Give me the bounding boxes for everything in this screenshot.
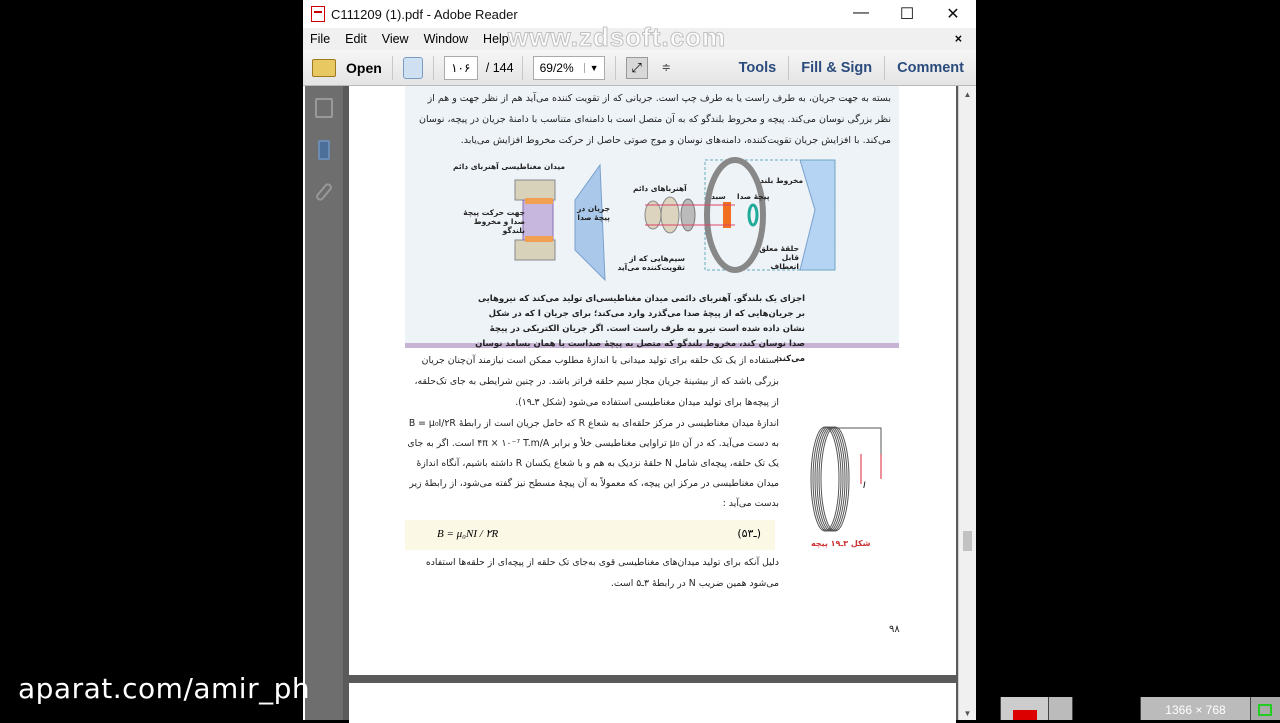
page-number-input[interactable]: ۱۰۶ (444, 56, 478, 80)
label-voice-coil: پیچهٔ صدا (737, 192, 770, 201)
menu-edit[interactable]: Edit (345, 32, 367, 46)
aparat-watermark: aparat.com/amir_ph (18, 672, 311, 705)
menu-file[interactable]: File (310, 32, 331, 46)
paragraph-4: دلیل آنکه برای تولید میدان‌های مغناطیسی قوی به‌جای تک حلقه از پیچه‌ای از حلقه‌ها استفاده می‌شود همین ضریب N در رابطهٔ ۳ـ۵ است. (425, 557, 779, 589)
region-icon[interactable] (1250, 697, 1280, 720)
equation-box (405, 520, 775, 550)
label-magnets: آهنرباهای دائم (633, 184, 687, 193)
watermark-text: www.zdsoft.com (508, 22, 727, 52)
adobe-reader-window (303, 0, 976, 720)
next-pdf-page (349, 683, 956, 723)
pdf-icon (311, 6, 325, 22)
coil-caption: شکل ۳ـ۱۹ پیچه (811, 539, 871, 548)
recorder-toolbar (1000, 697, 1280, 720)
menu-view[interactable]: View (381, 32, 409, 46)
menu-help[interactable]: Help (483, 32, 509, 46)
page-thumbnails-icon[interactable] (315, 98, 333, 118)
label-cone: مخروط بلند (760, 176, 804, 185)
label-field: میدان مغناطیسی آهنربای دائم (453, 162, 566, 171)
equation-number: (۵ـ۳) (737, 527, 761, 540)
timer-display (1072, 697, 1140, 720)
paragraph-3: اندازهٔ میدان مغناطیسی در مرکز حلقه‌ای به شعاع R که حامل جریان است از رابطهٔ B = μ₀I/۲R به دست می‌آید. که در آن μ₀ تراوایی مغناطیسی خلأ و برابر ۴π × ۱۰⁻⁷ T.m/A است. اگر به جای یک تک حلقه، پیچه‌ای شامل N حلقهٔ نزدیک به هم و با شعاع یکسان R داشته باشیم، آنگاه اندازهٔ میدان مغناطیسی در مرکز این پیچه، که معمولاً به آن پیچهٔ مسطح نیز گفته می‌شود، از رابطهٔ زیر بدست می‌آید : (407, 418, 779, 509)
zoom-value: 69/2% (539, 60, 574, 75)
close-document-button[interactable]: × (954, 32, 962, 46)
pdf-page (349, 86, 956, 675)
window-title: C111209 (1).pdf - Adobe Reader (331, 6, 518, 22)
zoom-select[interactable] (533, 56, 605, 80)
document-view (343, 86, 958, 720)
label-motion: جهت حرکت پیچهٔ صدا و مخروط بلندگو (463, 208, 525, 235)
record-stop-button[interactable] (1000, 697, 1048, 720)
coil-current-label: I (863, 480, 866, 490)
maximize-button[interactable]: ☐ (899, 6, 915, 23)
label-wires: سیم‌هایی که از تقویت‌کننده می‌آید (617, 254, 685, 272)
resolution-label: 1366 × 768 (1140, 697, 1250, 720)
page-number: ۹۸ (889, 624, 900, 635)
coil-figure (805, 424, 890, 539)
more-tools-icon[interactable]: ≑ (661, 62, 671, 74)
close-button[interactable]: ✕ (946, 6, 960, 23)
menu-bar (303, 22, 976, 52)
open-button[interactable]: Open (346, 59, 382, 76)
fill-sign-button[interactable]: Fill & Sign (801, 59, 873, 76)
bookmarks-icon[interactable] (318, 140, 330, 160)
equation: B = μ₀NI / ۲R (437, 528, 499, 540)
paragraph-1: بسته به جهت جریان، به طرف راست یا به طرف چپ است. جریانی که از تقویت کننده می‌آید هم از نظر جهت و هم از نظر بزرگی نوسان می‌کند. پیچه و مخروط بلندگو که به آن متصل است با دامنه‌ای متناسب با دامنهٔ جریان در پیچه، نوسان می‌کند. با افزایش جریان تقویت‌کننده، دامنه‌های نوسان و موج صوتی حاصل از حرکت مخروط افزایش می‌یابد. (419, 93, 891, 146)
scrollbar-thumb[interactable] (963, 531, 972, 551)
label-basket: سبد (711, 192, 726, 201)
navigation-pane (305, 86, 343, 720)
fullscreen-icon[interactable]: ⤢ (626, 57, 648, 79)
folder-icon[interactable] (312, 59, 336, 77)
attachments-icon[interactable] (315, 182, 334, 202)
menu-window[interactable]: Window (423, 32, 469, 46)
create-pdf-icon[interactable] (403, 57, 423, 79)
figure-box (405, 86, 899, 364)
chevron-down-icon: ▼ (584, 63, 604, 73)
figure-caption: اجزای یک بلندگو. آهنربای دائمی میدان مغناطیسی‌ای تولید می‌کند که نیروهایی بر جریان‌هایی که از پیچهٔ صدا می‌گذرد وارد می‌کند؛ برای جریان I که در شکل نشان داده شده است نیرو به طرف راست است. اگر جریان الکتریکی در پیچهٔ صدا نوسان کند، مخروط بلندگو که متصل به پیچهٔ صداست با همان بسامد نوسان می‌کند. (475, 294, 805, 364)
page-total: / 144 (485, 60, 514, 75)
vertical-scrollbar[interactable]: ▲ ▼ (958, 86, 976, 720)
minimize-button[interactable]: — (853, 4, 869, 21)
comment-button[interactable]: Comment (897, 59, 964, 76)
paragraph-2: استفاده از یک تک حلقه برای تولید میدانی با اندازهٔ مطلوب ممکن است نیازمند آن‌چنان جریان بزرگی باشد که از بیشینهٔ جریان مجاز سیم حلقه فراتر باشد. در چنین شرایطی به جای تک‌حلقه، از پیچه‌ها برای تولید میدان مغناطیسی استفاده می‌شود (شکل ۳ـ۱۹). (414, 355, 779, 408)
label-ring: حلقهٔ معلق قابل انعطاف (759, 244, 799, 271)
camera-icon[interactable] (1048, 697, 1072, 720)
tools-button[interactable]: Tools (738, 59, 777, 76)
toolbar (303, 50, 976, 86)
label-current: جریان در پیچهٔ صدا (577, 204, 610, 222)
